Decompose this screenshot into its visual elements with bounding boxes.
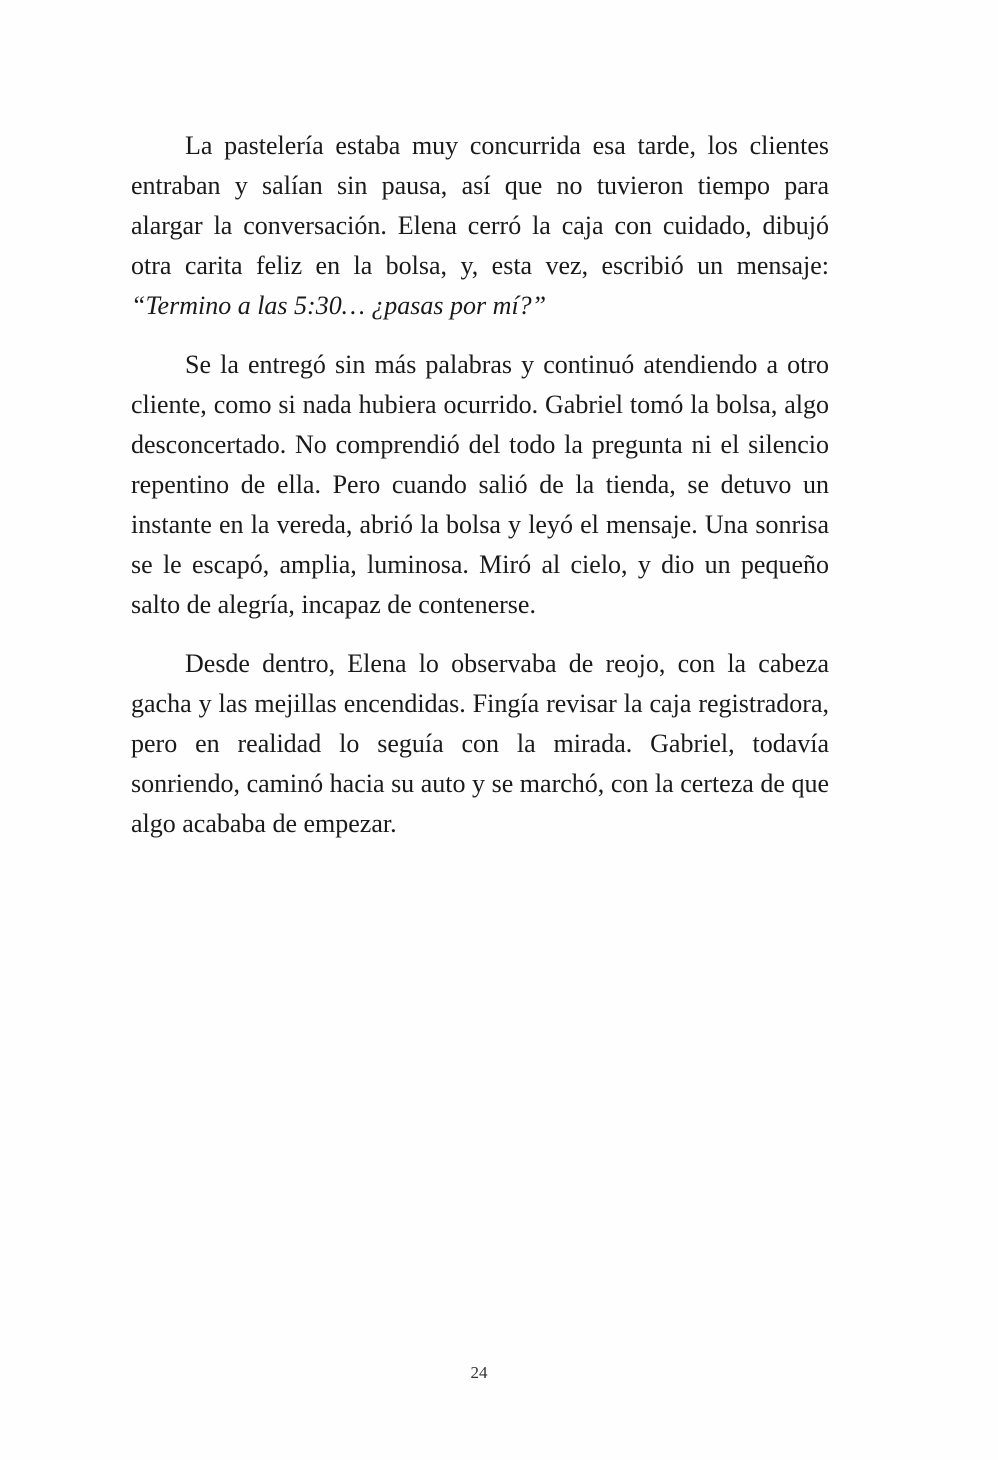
paragraph-1: [131, 126, 829, 326]
paragraph-2: Se la entregó sin más palabras y continuó atendiendo a otro cliente, como si nada hubiera ocurrido. Gabriel tomó la bolsa, algo desconcertado. No comprendió del todo la pregunta ni el silencio repentino de ella. Pero cuando salió de la tienda, se detuvo un instante en la vereda, abrió la bolsa y leyó el mensaje. Una sonrisa se le escapó, amplia, luminosa. Miró al cielo, y dio un pequeño salto de alegría, incapaz de contenerse.: [131, 350, 829, 619]
italic-message: “Termino a las 5:30… ¿pasas por mí?”: [131, 291, 547, 320]
page-number: 24: [470, 1363, 488, 1382]
body-text: [131, 126, 829, 863]
paragraph-3: Desde dentro, Elena lo observaba de reojo, con la cabeza gacha y las mejillas encendidas. Fingía revisar la caja registradora, pero en realidad lo seguía con la mirada. Gabriel, todavía sonriendo, caminó hacia su auto y se marchó, con la certeza de que algo acababa de empezar.: [131, 649, 829, 838]
paragraph-1-text: La pastelería estaba muy concurrida esa tarde, los clientes entraban y salían sin pausa, así que no tuvieron tiempo para alargar la conversación. Elena cerró la caja con cuidado, dibujó otra carita feliz en la bolsa, y, esta vez, escribió un mensaje:: [131, 131, 829, 280]
